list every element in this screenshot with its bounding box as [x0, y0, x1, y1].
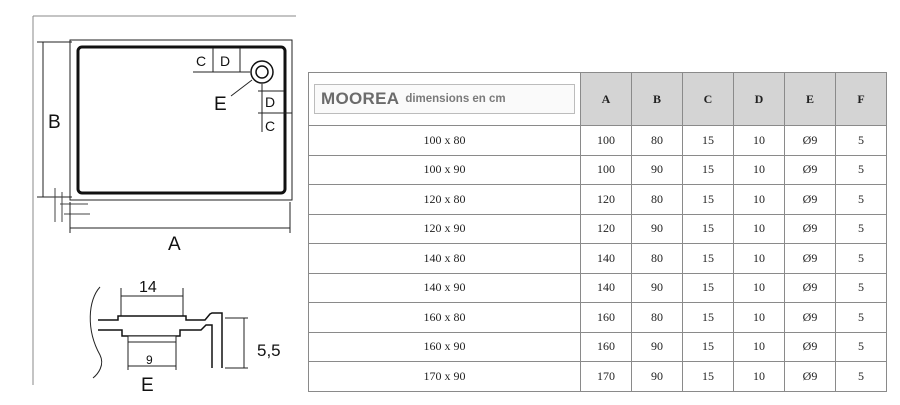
cell-d: 10 — [734, 126, 785, 156]
cell-a: 160 — [581, 303, 632, 333]
section-height-label: 5,5 — [257, 341, 281, 360]
drain-label-e: E — [214, 94, 227, 115]
cross-section-detail — [90, 279, 280, 396]
cell-size: 120 x 90 — [309, 214, 581, 244]
cell-size: 100 x 90 — [309, 155, 581, 185]
cell-size: 100 x 80 — [309, 126, 581, 156]
cell-e: Ø9 — [785, 185, 836, 215]
cell-d: 10 — [734, 185, 785, 215]
cell-e: Ø9 — [785, 362, 836, 392]
cell-d: 10 — [734, 332, 785, 362]
cell-c: 15 — [683, 362, 734, 392]
drain-outer-ring — [251, 61, 273, 83]
cell-e: Ø9 — [785, 273, 836, 303]
cell-e: Ø9 — [785, 214, 836, 244]
cell-c: 15 — [683, 214, 734, 244]
cell-size: 140 x 90 — [309, 273, 581, 303]
table-row — [309, 273, 887, 303]
cell-f: 5 — [836, 362, 887, 392]
dimensions-table — [308, 72, 887, 392]
cell-f: 5 — [836, 244, 887, 274]
section-drain-label: 9 — [146, 353, 153, 367]
cell-c: 15 — [683, 126, 734, 156]
dimension-label-a: A — [168, 234, 181, 255]
table-header-row — [309, 73, 887, 126]
cell-b: 90 — [632, 214, 683, 244]
cell-size: 120 x 80 — [309, 185, 581, 215]
table-row — [309, 303, 887, 333]
table-row — [309, 214, 887, 244]
dimension-label-b: B — [48, 112, 61, 133]
table-row — [309, 126, 887, 156]
cell-d: 10 — [734, 244, 785, 274]
cell-e: Ø9 — [785, 244, 836, 274]
dimension-label-c-right: C — [265, 118, 276, 134]
column-header-f: F — [836, 73, 887, 126]
column-header-d: D — [734, 73, 785, 126]
cell-e: Ø9 — [785, 332, 836, 362]
cell-b: 80 — [632, 303, 683, 333]
tray-inner-basin — [78, 47, 285, 193]
table-row — [309, 244, 887, 274]
cell-c: 15 — [683, 244, 734, 274]
cell-b: 80 — [632, 244, 683, 274]
cell-b: 90 — [632, 273, 683, 303]
section-e-label: E — [141, 375, 154, 396]
cell-a: 100 — [581, 155, 632, 185]
column-header-a: A — [581, 73, 632, 126]
cell-size: 160 x 80 — [309, 303, 581, 333]
table-title-box — [314, 84, 575, 114]
cell-a: 140 — [581, 244, 632, 274]
model-subtitle: dimensions en cm — [405, 93, 506, 105]
cell-c: 15 — [683, 303, 734, 333]
table-row — [309, 155, 887, 185]
cell-a: 100 — [581, 126, 632, 156]
drain-inner-ring — [256, 66, 268, 78]
cell-f: 5 — [836, 332, 887, 362]
cell-b: 80 — [632, 126, 683, 156]
cell-a: 120 — [581, 185, 632, 215]
cell-f: 5 — [836, 126, 887, 156]
cell-f: 5 — [836, 155, 887, 185]
cell-c: 15 — [683, 273, 734, 303]
cell-b: 90 — [632, 332, 683, 362]
tray-outer-outline — [70, 40, 292, 200]
cell-c: 15 — [683, 332, 734, 362]
cell-f: 5 — [836, 273, 887, 303]
cell-e: Ø9 — [785, 126, 836, 156]
column-header-c: C — [683, 73, 734, 126]
table-body — [309, 126, 887, 392]
dimension-label-c-top: C — [196, 53, 207, 69]
table-title-cell — [309, 73, 581, 126]
cell-c: 15 — [683, 155, 734, 185]
cell-c: 15 — [683, 185, 734, 215]
cell-b: 90 — [632, 155, 683, 185]
cell-b: 80 — [632, 185, 683, 215]
cell-d: 10 — [734, 303, 785, 333]
dimension-label-d-right: D — [265, 94, 276, 110]
table-row — [309, 332, 887, 362]
cell-size: 170 x 90 — [309, 362, 581, 392]
cell-size: 160 x 90 — [309, 332, 581, 362]
dimension-label-d-top: D — [220, 53, 231, 69]
cell-a: 160 — [581, 332, 632, 362]
table-row — [309, 362, 887, 392]
cell-f: 5 — [836, 185, 887, 215]
cell-size: 140 x 80 — [309, 244, 581, 274]
cell-d: 10 — [734, 155, 785, 185]
cell-a: 140 — [581, 273, 632, 303]
shower-tray-diagram — [0, 0, 305, 405]
cell-a: 120 — [581, 214, 632, 244]
model-name: MOOREA — [321, 89, 400, 108]
cell-e: Ø9 — [785, 303, 836, 333]
cell-d: 10 — [734, 273, 785, 303]
column-header-b: B — [632, 73, 683, 126]
cell-a: 170 — [581, 362, 632, 392]
cell-f: 5 — [836, 214, 887, 244]
table-row — [309, 185, 887, 215]
cell-e: Ø9 — [785, 155, 836, 185]
cell-d: 10 — [734, 362, 785, 392]
cell-d: 10 — [734, 214, 785, 244]
column-header-e: E — [785, 73, 836, 126]
section-width-label: 14 — [139, 279, 157, 296]
cell-b: 90 — [632, 362, 683, 392]
cell-f: 5 — [836, 303, 887, 333]
